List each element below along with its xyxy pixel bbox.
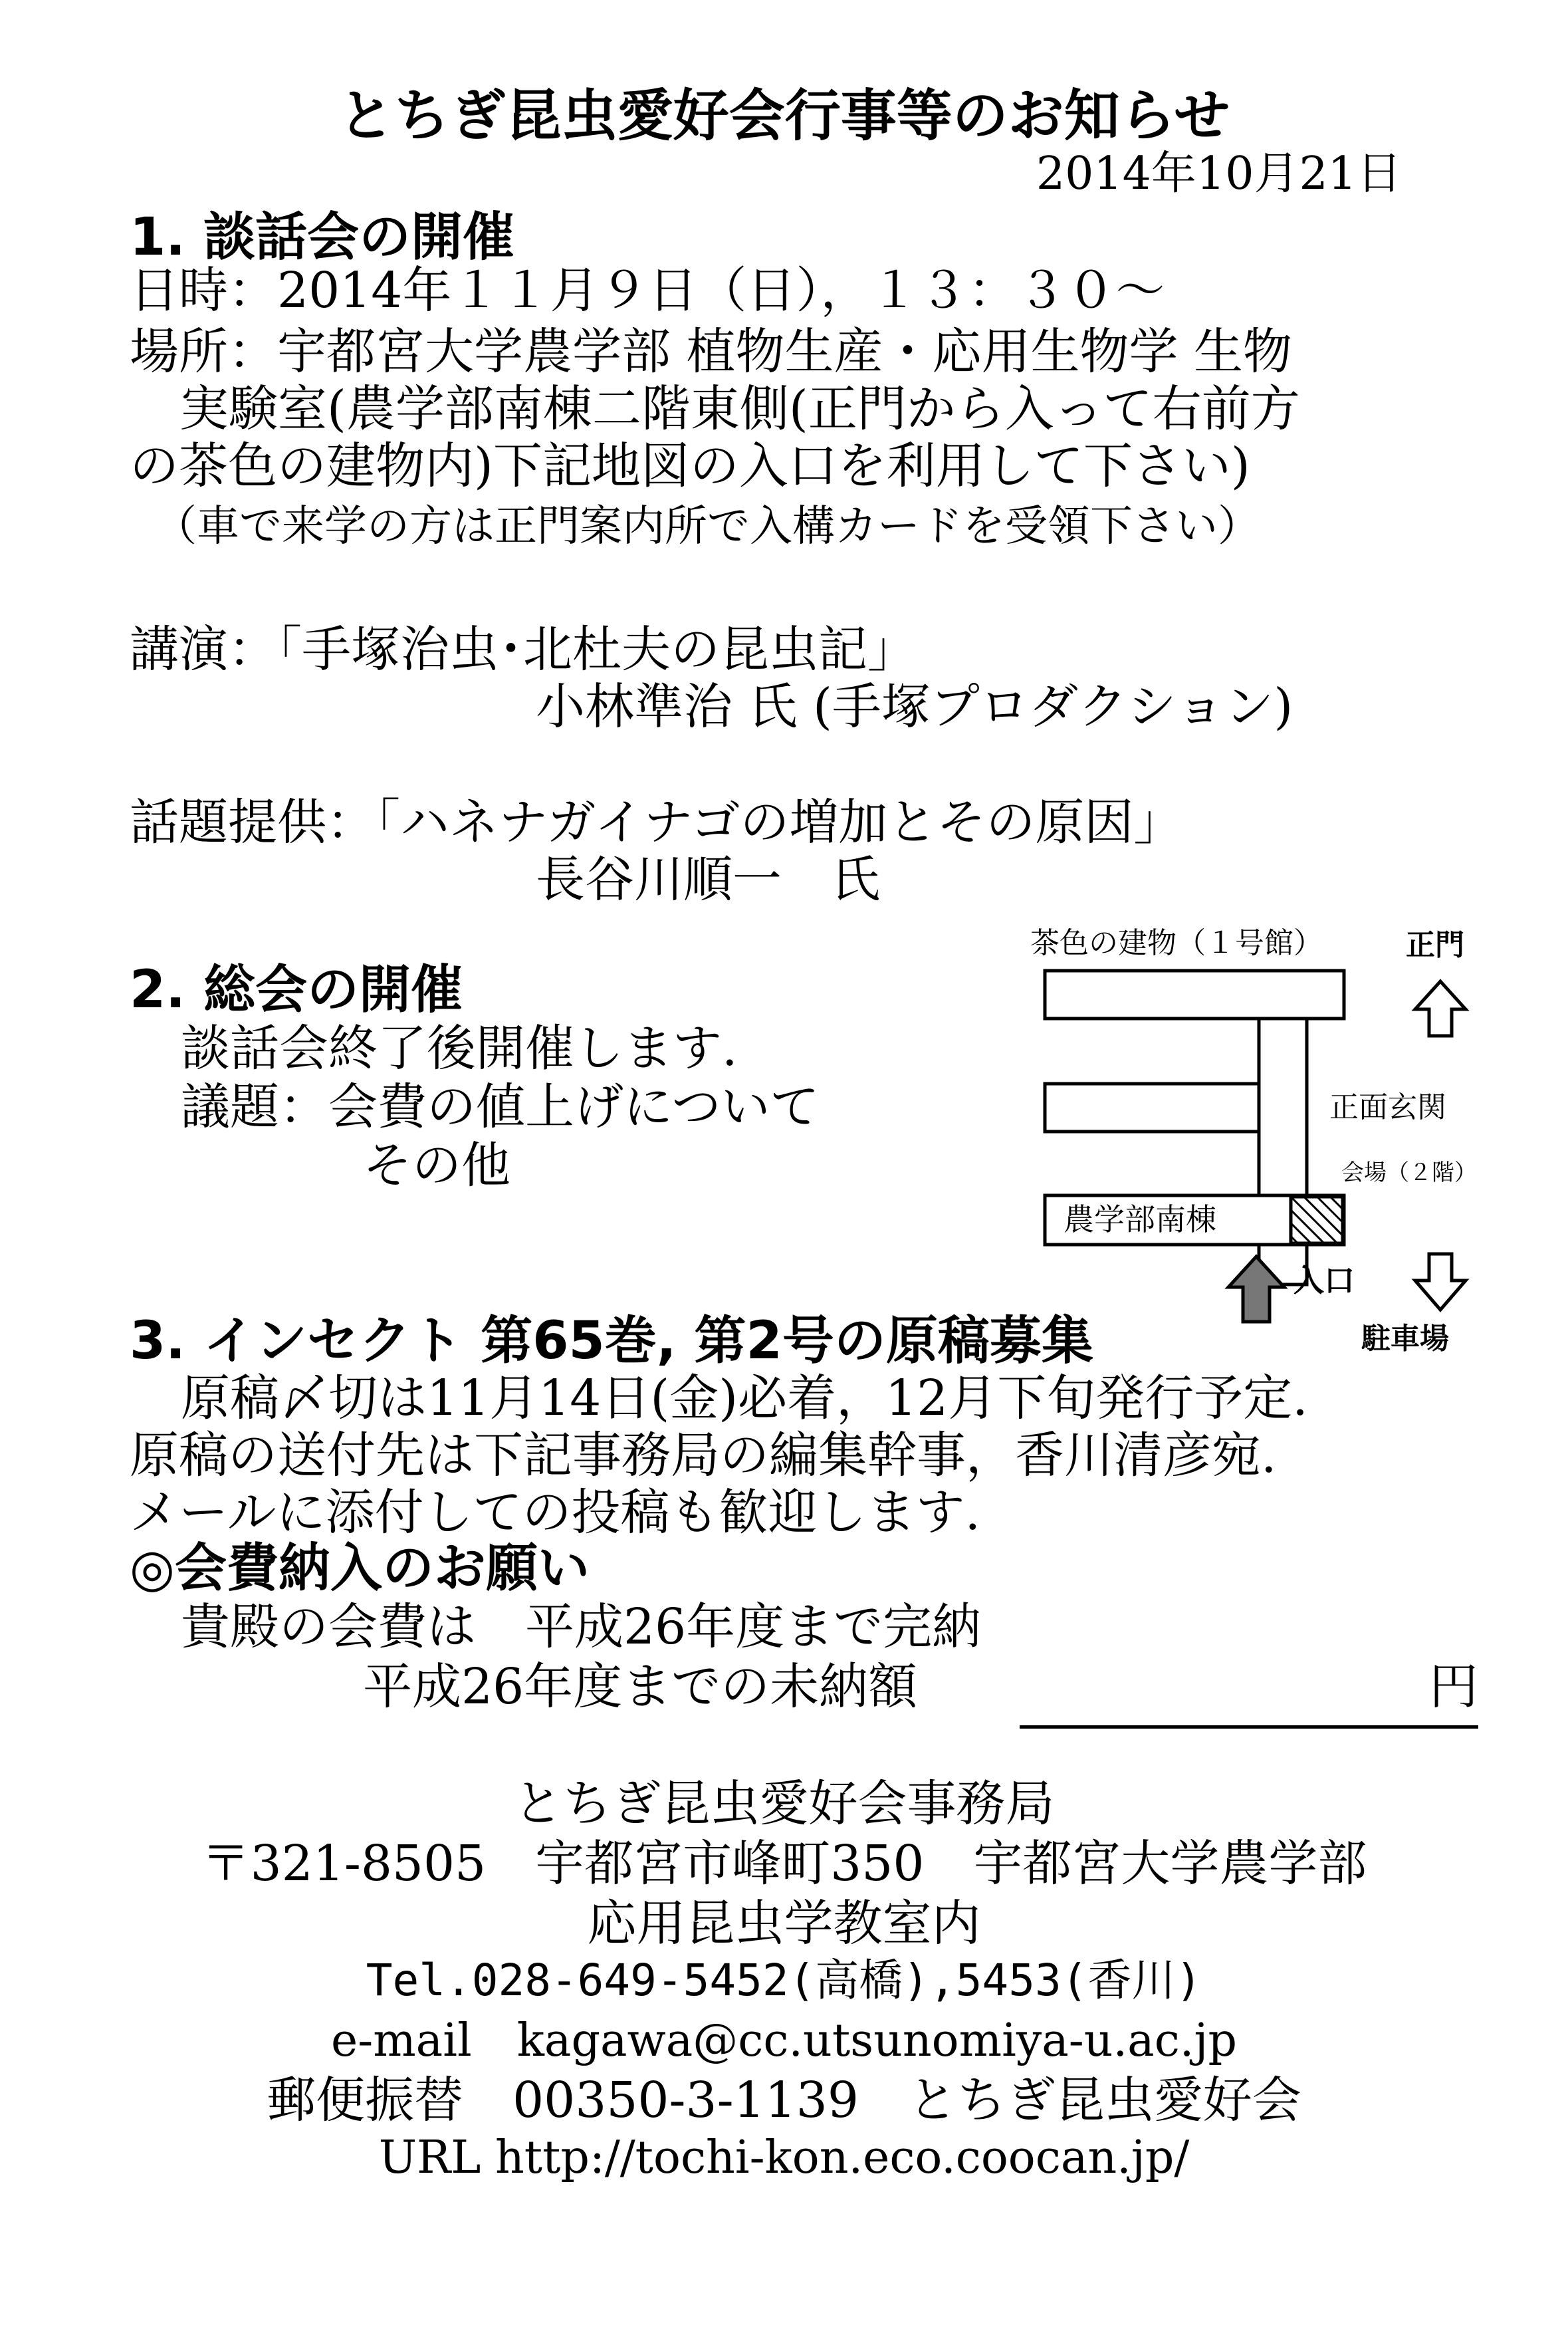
section2-line3: その他	[363, 1137, 510, 1194]
section1-lecture-speaker: 小林準治 氏 (手塚プロダクション)	[536, 678, 1293, 735]
fees-yen: 円	[1429, 1658, 1478, 1715]
section2-line2: 議題：会費の値上げについて	[181, 1078, 820, 1136]
fees-heading: ◎会費納入のお願い	[130, 1538, 590, 1598]
campus-map	[997, 918, 1502, 1356]
south-building-label: 農学部南棟	[1064, 1201, 1216, 1237]
section1-datetime: 日時：2014年１１月９日（日），１３：３０～	[130, 262, 1165, 319]
entrance-label: 入口	[1293, 1263, 1355, 1298]
office-tel: Tel.028-649-5452(高橋),5453(香川)	[366, 1955, 1202, 2006]
fees-line2: 平成26年度までの未納額	[363, 1658, 918, 1715]
venue-label: 会場（２階）	[1341, 1160, 1477, 1186]
section3-line2: 原稿の送付先は下記事務局の編集幹事，香川清彦宛.	[130, 1427, 1277, 1484]
building-top-wing	[1045, 971, 1344, 1019]
office-email: e-mail kagawa@cc.utsunomiya-u.ac.jp	[330, 2015, 1238, 2067]
section3-line1: 原稿〆切は11月14日(金)必着，12月下旬発行予定.	[181, 1370, 1308, 1427]
main-gate-label: 正門	[1406, 928, 1464, 962]
page-title: とちぎ昆虫愛好会行事等のお知らせ	[338, 83, 1230, 148]
section1-topic: 話題提供：「ハネナガイナゴの増加とその原因」	[130, 794, 1183, 851]
section3-line3: メールに添付しての投稿も歓迎します.	[130, 1484, 981, 1541]
section2-heading: 2. 総会の開催	[130, 960, 463, 1020]
office-postal: 郵便振替 00350-3-1139 とちぎ昆虫愛好会	[267, 2072, 1301, 2129]
office-address: 〒321-8505 宇都宮市峰町350 宇都宮大学農学部	[201, 1835, 1367, 1892]
office-url: URL http://tochi-kon.eco.coocan.jp/	[378, 2132, 1190, 2184]
section1-heading: 1. 談話会の開催	[130, 207, 515, 267]
brown-building-label: 茶色の建物（１号館）	[1030, 926, 1323, 960]
main-gate-arrow-icon	[1415, 981, 1466, 1036]
venue-hatched-area	[1291, 1197, 1343, 1243]
section3-heading: 3. インセクト 第65巻, 第2号の原稿募集	[130, 1311, 1093, 1371]
section1-lecture: 講演：「手塚治虫･北杜夫の昆虫記」	[130, 621, 917, 678]
section1-car-note: （車で来学の方は正門案内所で入構カードを受領下さい）	[154, 502, 1260, 551]
parking-arrow-icon	[1415, 1254, 1466, 1310]
issue-date: 2014年10月21日	[1036, 148, 1402, 200]
section1-place-line2: 実験室(農学部南棟二階東側(正門から入って右前方	[179, 380, 1300, 437]
office-room: 応用昆虫学教室内	[587, 1895, 981, 1952]
section1-topic-speaker: 長谷川順一 氏	[536, 851, 880, 908]
parking-label: 駐車場	[1361, 1322, 1449, 1356]
section2-line1: 談話会終了後開催します.	[181, 1020, 738, 1077]
section1-place-line1: 場所：宇都宮大学農学部 植物生産・応用生物学 生物	[130, 323, 1293, 380]
section1-place-line3: の茶色の建物内)下記地図の入口を利用して下さい)	[130, 437, 1250, 495]
unpaid-amount-blank	[1020, 1725, 1478, 1729]
office-name: とちぎ昆虫愛好会事務局	[513, 1775, 1055, 1832]
fees-line1: 貴殿の会費は 平成26年度まで完納	[181, 1598, 982, 1655]
building-middle-wing	[1045, 1084, 1259, 1132]
front-entrance-label: 正面玄関	[1329, 1090, 1446, 1124]
